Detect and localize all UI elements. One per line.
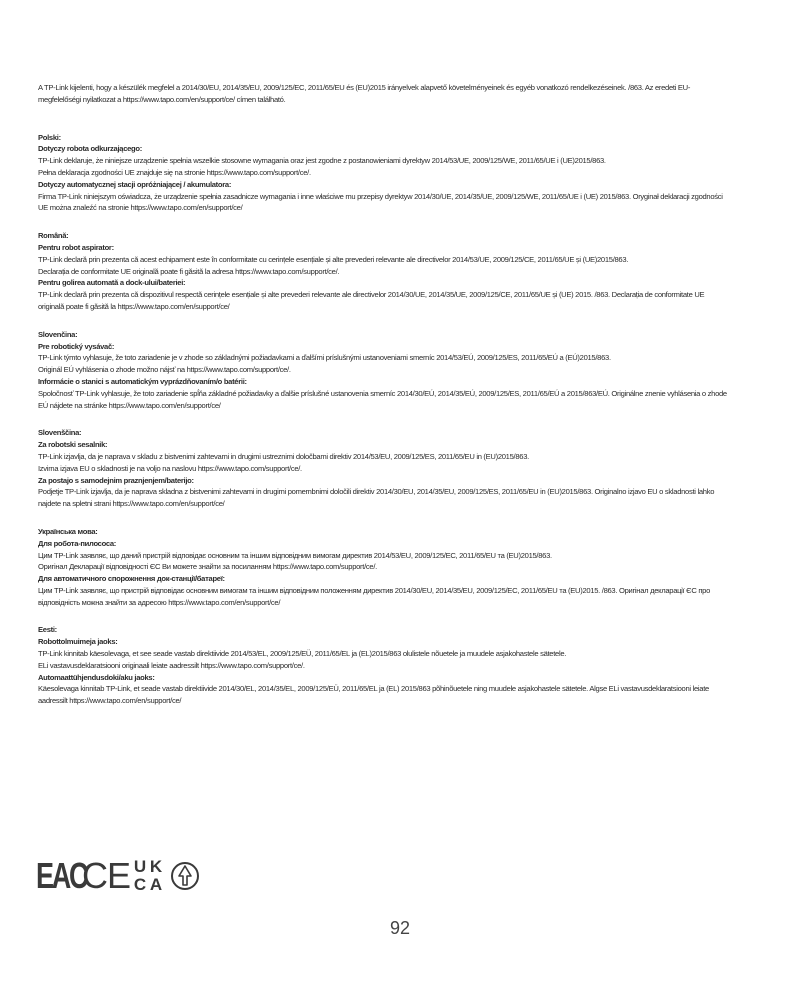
ukca-letter: C: [133, 875, 147, 894]
language-heading: Українська мова:: [38, 526, 98, 536]
language-heading: Eesti:: [38, 625, 57, 635]
text-line: Originál EÚ vyhlásenia o zhode možno nájsť na https://www.tapo.com/support/ce/.: [38, 365, 291, 375]
text-line: UE można znaleźć na stronie https://www.tapo.com/en/support/ce/: [38, 203, 243, 213]
text-line: Оригінал Декларації відповідності ЄС Ви можете знайти за посиланням https://www.tapo.com/support/ce/.: [38, 562, 377, 572]
intro-line: A TP-Link kijelenti, hogy a készülék megfelel a 2014/30/EU, 2014/35/EU, 2009/125/EC, 2011/65/EU és (EU)2015 irányelvek alapvető követelményeinek és egyéb vonatkozó rendelkezéseinek. /863. Az eredeti EU-: [38, 83, 691, 92]
text-line: TP-Link deklaruje, że niniejsze urządzenie spełnia wszelkie stosowne wymagania oraz jest zgodne z postanowieniami dyrektyw 2014/53/UE, 2009/125/WE, 2011/65/UE i (UE)2015/863.: [38, 156, 606, 166]
section-ukrainska: [38, 526, 764, 609]
text-line: Izvirna izjava EU o skladnosti je na voljo na naslovu https://www.tapo.com/support/ce/.: [38, 463, 302, 473]
language-heading: Slovenščina:: [38, 428, 82, 438]
eac-mark-icon: EAC: [36, 855, 87, 896]
device-heading: Для автоматичного спорожнення док-станції/батареї:: [38, 574, 225, 584]
device-heading: Для робота-пилососа:: [38, 538, 117, 548]
intro-paragraph: [38, 82, 764, 106]
device-heading: Robottolmuimeja jaoks:: [38, 637, 118, 647]
text-line: TP-Link týmto vyhlasuje, že toto zariadenie je v zhode so základnými požiadavkami a ďalšími príslušnými ustanoveniami smerníc 2014/53/EÚ, 2009/125/ES, 2011/65/EÚ a (EÚ)2015/863.: [38, 353, 611, 363]
language-heading: Slovenčina:: [38, 329, 78, 339]
text-line: aadressilt https://www.tapo.com/en/support/ce/: [38, 696, 182, 706]
text-line: TP-Link declară prin prezenta că acest echipament este în conformitate cu cerințele esențiale și alte prevederi relevante ale directivelor 2014/53/UE, 2009/125/CE, 2011/65/UE și (UE)2015/863.: [38, 254, 629, 264]
recycling-mark-icon: [170, 861, 200, 891]
section-slovencina: [38, 329, 764, 412]
text-line: TP-Link kinnitab käesolevaga, et see seade vastab direktiivide 2014/53/EL, 2009/125/EÜ, 2011/65/EL ja (EL)2015/863 olulistele nõuetele ja muudele asjakohastele sätetele.: [38, 649, 567, 659]
certification-marks: [36, 854, 200, 898]
language-heading: Română:: [38, 231, 69, 241]
text-line: Цим TP-Link заявляє, що пристрій відповідає основним вимогам та іншим відповідним положенням директив 2014/30/EU, 2014/35/EU, 2009/125/EC, 2011/65/EU та (EU)2015. /863. Оригінал декларації ЄС про: [38, 585, 710, 595]
device-heading: Dotyczy robota odkurzającego:: [38, 144, 142, 154]
text-line: EÚ nájdete na stránke https://www.tapo.com/en/support/ce/: [38, 400, 221, 410]
ukca-letter: A: [149, 875, 163, 894]
section-polski: [38, 132, 764, 215]
device-heading: Informácie o stanici s automatickým vyprázdňovaním/o batérii:: [38, 376, 247, 386]
device-heading: Dotyczy automatycznej stacji opróżniającej / akumulatora:: [38, 179, 232, 189]
text-line: TP-Link declară prin prezenta că dispozitivul respectă cerințele esențiale și alte prevederi relevante ale directivelor 2014/30/UE, 2014/35/UE, 2009/125/CE, 2011/65/UE și (UE) 2015. /863. Declarația de conformitate UE: [38, 290, 705, 300]
text-line: Declarația de conformitate UE originală poate fi găsită la adresa https://www.tapo.com/support/ce/.: [38, 266, 340, 276]
ukca-letter: K: [149, 857, 163, 876]
device-heading: Automaattühjendusdoki/aku jaoks:: [38, 672, 155, 682]
ce-mark-icon: CE: [82, 855, 131, 896]
text-line: najdete na spletni strani https://www.tapo.com/en/support/ce/: [38, 499, 225, 509]
section-eesti: [38, 624, 764, 707]
section-slovenscina: [38, 427, 764, 510]
intro-line: megfelelőségi nyilatkozat a https://www.tapo.com/en/support/ce/ címen található.: [38, 94, 286, 104]
device-heading: Pentru robot aspirator:: [38, 242, 114, 252]
ukca-mark-icon: [132, 858, 164, 894]
text-line: Цим TP-Link заявляє, що даний пристрій відповідає основним та іншим відповідним вимогам директив 2014/53/EU, 2009/125/EC, 2011/65/EU та (EU)2015/863.: [38, 550, 552, 560]
text-line: відповідність можна знайти за адресою https://www.tapo.com/en/support/ce/: [38, 597, 281, 607]
text-line: Pełna deklaracja zgodności UE znajduje się na stronie https://www.tapo.com/support/ce/.: [38, 167, 311, 177]
text-line: Firma TP-Link niniejszym oświadcza, że urządzenie spełnia zasadnicze wymagania i inne właściwe mu przepisy dyrektyw 2014/30/UE, 2014/35/UE, 2009/125/WE, 2011/65/UE i (UE) 2015/863. Oryginał deklaracji zgodności: [38, 191, 723, 201]
text-line: ELi vastavusdeklaratsiooni originaali leiate aadressilt https://www.tapo.com/support/ce/.: [38, 660, 305, 670]
text-line: Käesolevaga kinnitab TP-Link, et seade vastab direktiivide 2014/30/EL, 2014/35/EL, 2009/125/EÜ, 2011/65/EL ja (EL) 2015/863 põhinõuetele ning muudele asjakohastele sätetele. Algse ELi vastavusdeklaratsiooni leiate: [38, 684, 709, 694]
ukca-letter: U: [133, 857, 147, 876]
text-line: originală poate fi găsită la https://www.tapo.com/en/support/ce/: [38, 301, 230, 311]
device-heading: Pentru golirea automată a dock-ului/bateriei:: [38, 278, 186, 288]
text-line: Spoločnosť TP-Link vyhlasuje, že toto zariadenie spĺňa základné požiadavky a ďalšie príslušné ustanovenia smerníc 2014/30/EÚ, 2014/35/EÚ, 2009/125/ES, 2011/65/EÚ a 2015/863/EÚ. Originálne znenie vyhlásenia o zhode: [38, 388, 727, 398]
text-line: Podjetje TP-Link izjavlja, da je naprava skladna z bistvenimi zahtevami in drugimi pomembnimi določili direktiv 2014/30/EU, 2014/35/EU, 2009/125/ES, 2011/65/EU in (EU)2015/863. Originalno izjavo EU o skladnosti lahko: [38, 487, 715, 497]
language-heading: Polski:: [38, 132, 61, 142]
device-heading: Za postajo s samodejnim praznjenjem/baterijo:: [38, 475, 194, 485]
section-romana: [38, 230, 764, 313]
page-number: 92: [389, 918, 411, 938]
device-heading: Pre robotický vysávač:: [38, 341, 115, 351]
text-line: TP-Link izjavlja, da je naprava v skladu z bistvenimi zahtevami in drugimi ustreznimi določbami direktiv 2014/53/EU, 2009/125/ES, 2011/65/EU in (EU)2015/863.: [38, 451, 529, 461]
device-heading: Za robotski sesalnik:: [38, 440, 108, 450]
declaration-page: [38, 82, 764, 723]
